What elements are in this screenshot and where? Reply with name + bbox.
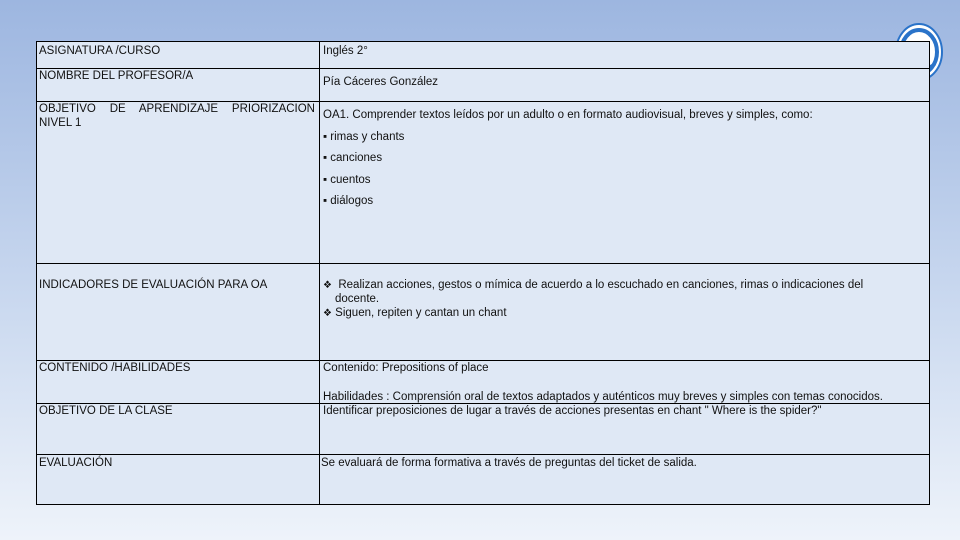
value-objetivo-clase: Identificar preposiciones de lugar a través de acciones presentas en chant " Where is the spider?" [323,405,822,417]
row-indicadores [37,264,929,361]
row-objetivo-aprendizaje [37,102,929,264]
list-item: ❖ Siguen, repiten y cantan un chant [323,307,507,319]
label-asignatura: ASIGNATURA /CURSO [39,45,161,57]
label-indicadores: INDICADORES DE EVALUACIÓN PARA OA [39,279,268,291]
label-evaluacion: EVALUACIÓN [39,457,113,469]
row-evaluacion [37,455,929,504]
label-contenido: CONTENIDO /HABILIDADES [39,362,191,374]
list-item: ▪ rimas y chants [323,131,405,143]
row-asignatura [37,42,929,69]
value-profesor: Pía Cáceres González [323,76,439,88]
list-item: ▪ canciones [323,152,383,164]
label-objetivo-aprendizaje: OBJETIVO DE APRENDIZAJE PRIORIZACION NIVEL 1 [39,103,315,129]
label-profesor: NOMBRE DEL PROFESOR/A [39,70,194,82]
lesson-plan-table [36,41,930,505]
list-item: ❖ Realizan acciones, gestos o mímica de acuerdo a lo escuchado en canciones, rimas o indicaciones del [323,279,864,291]
value-asignatura: Inglés 2° [323,45,368,57]
value-objetivo-aprendizaje: OA1. Comprender textos leídos por un adulto o en formato audiovisual, breves y simples, como: [323,109,813,121]
list-item-continuation: docente. [335,293,380,305]
value-contenido: Contenido: Prepositions of place [323,362,489,374]
list-item: ▪ diálogos [323,195,374,207]
row-profesor [37,69,929,102]
row-objetivo-clase [37,391,929,455]
label-objetivo-clase: OBJETIVO DE LA CLASE [39,405,173,417]
list-item: ▪ cuentos [323,174,371,186]
value-habilidades: Habilidades : Comprensión oral de textos adaptados y auténticos muy breves y simples con temas conocidos. [323,391,883,403]
value-evaluacion: Se evaluará de forma formativa a través de preguntas del ticket de salida. [321,457,697,469]
